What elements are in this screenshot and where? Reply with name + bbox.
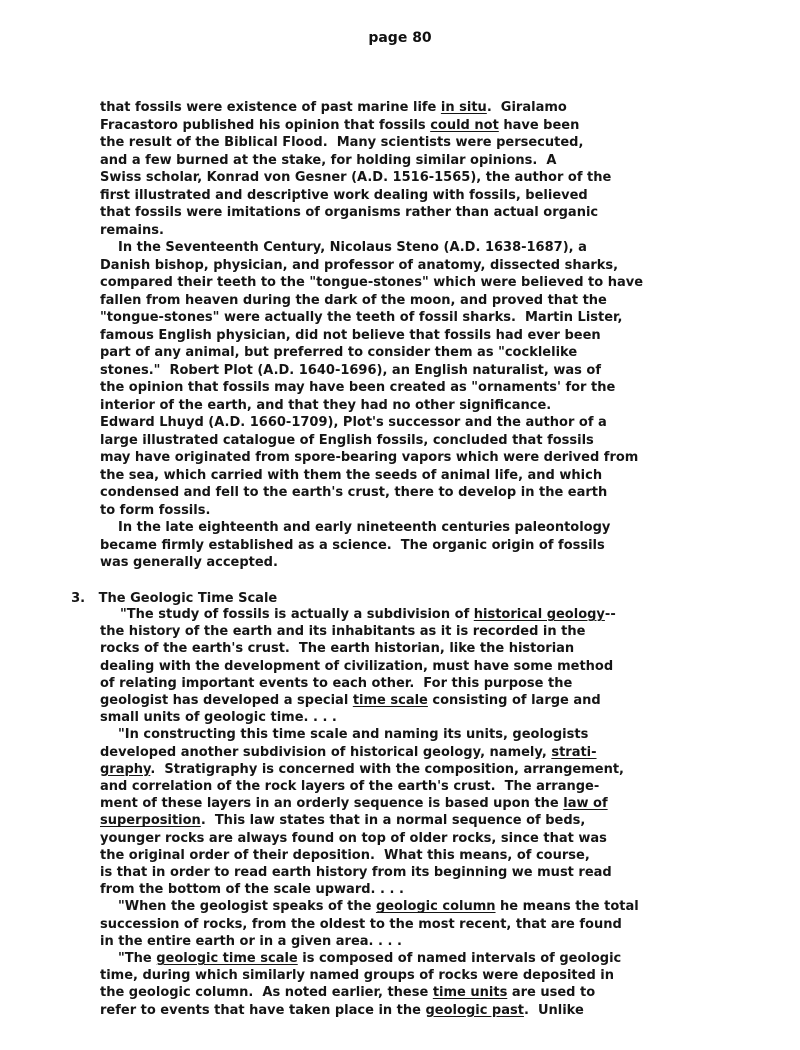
text-line — [100, 397, 551, 414]
text-line — [100, 327, 601, 344]
text-line — [100, 362, 601, 379]
text-segment: may have originated from spore-bearing vapors which were derived from — [100, 450, 639, 465]
text-segment: in the entire earth or in a given area. . . . — [100, 933, 402, 949]
text-segment: is composed of named intervals of geologic — [297, 951, 622, 966]
text-line — [100, 744, 597, 761]
text-line — [100, 99, 567, 116]
text-line — [100, 222, 164, 239]
text-segment: Edward Lhuyd (A.D. 1660-1709), Plot's successor and the author of a — [100, 415, 607, 430]
text-line — [100, 709, 337, 726]
text-segment: dealing with the development of civilization, must have some method — [100, 658, 614, 674]
text-segment: famous English physician, did not believe that fossils had ever been — [100, 327, 601, 343]
text-line — [118, 239, 587, 256]
underlined-term: historical geology — [473, 607, 605, 622]
text-segment: of relating important events to each other. For this purpose the — [100, 675, 573, 691]
text-line — [100, 449, 638, 466]
text-segment: condensed and fell to the earth's crust, there to develop in the earth — [100, 485, 608, 500]
text-segment: "The — [118, 951, 157, 966]
text-line — [100, 152, 556, 169]
underlined-term: geologic time scale — [156, 951, 298, 966]
text-segment: In the Seventeenth Century, Nicolaus Steno (A.D. 1638-1687), a — [118, 240, 587, 255]
text-segment: and correlation of the rock layers of the earth's crust. The arrange- — [100, 779, 600, 794]
text-line — [100, 554, 278, 571]
text-line — [100, 274, 643, 291]
text-line — [120, 606, 616, 623]
text-segment: interior of the earth, and that they had no other significance. — [100, 397, 552, 413]
text-segment: developed another subdivision of historical geology, namely, — [100, 744, 552, 760]
underlined-term: law of — [563, 796, 608, 812]
text-line — [100, 117, 579, 134]
text-segment: consisting of large and — [427, 693, 601, 708]
text-segment: the original order of their deposition. What this means, of course, — [100, 847, 590, 863]
text-segment: remains. — [100, 222, 164, 238]
text-line — [100, 847, 590, 864]
text-segment: Fracastoro published his opinion that fossils — [100, 117, 431, 133]
text-segment: is that in order to read earth history from its beginning we must read — [100, 865, 612, 880]
text-line — [100, 692, 601, 709]
text-segment: ment of these layers in an orderly sequence is based upon the — [100, 796, 564, 812]
text-line — [100, 984, 595, 1001]
text-segment: the sea, which carried with them the seeds of animal life, and which — [100, 467, 603, 483]
text-segment: are used to — [507, 985, 596, 1001]
text-line — [100, 658, 613, 675]
text-line — [100, 864, 612, 881]
text-segment: geologist has developed a special — [100, 693, 353, 708]
text-line — [118, 950, 621, 967]
text-line — [100, 484, 607, 501]
text-segment: In the late eighteenth and early nineteenth centuries paleontology — [118, 520, 611, 535]
underlined-term: geologic column — [375, 899, 496, 915]
section-title: The Geologic Time Scale — [98, 591, 278, 606]
text-segment: Danish bishop, physician, and professor of anatomy, dissected sharks, — [100, 257, 619, 273]
text-segment: large illustrated catalogue of English fossils, concluded that fossils — [100, 432, 594, 448]
text-segment: to form fossils. — [100, 502, 211, 518]
text-line — [100, 292, 607, 309]
text-segment: became firmly established as a science. The organic origin of fossils — [100, 537, 605, 553]
text-segment: that fossils were existence of past marine life — [100, 100, 441, 115]
underlined-term: could not — [430, 117, 499, 133]
text-segment: "In constructing this time scale and naming its units, geologists — [118, 727, 589, 743]
underlined-term: strati- — [551, 744, 597, 760]
text-line — [100, 623, 585, 640]
underlined-term: in situ — [440, 100, 487, 115]
text-segment: -- — [604, 607, 616, 622]
text-line — [100, 187, 588, 204]
text-line — [100, 881, 404, 898]
text-segment: the geologic column. As noted earlier, these — [100, 985, 433, 1001]
text-line — [118, 519, 610, 536]
underlined-term: graphy — [100, 761, 151, 777]
text-segment: fallen from heaven during the dark of the moon, and proved that the — [100, 292, 607, 308]
page-number: page 80 — [368, 30, 432, 46]
text-line — [118, 898, 639, 915]
underlined-term: time scale — [352, 693, 428, 708]
text-line — [100, 344, 577, 361]
underlined-term: geologic past — [425, 1002, 524, 1018]
text-segment: . Unlike — [523, 1002, 584, 1018]
section-number: 3. — [71, 591, 86, 606]
text-segment: . This law states that in a normal sequence of beds, — [200, 813, 586, 829]
text-segment: that fossils were imitations of organisms rather than actual organic — [100, 205, 599, 220]
text-line — [100, 933, 402, 950]
text-line — [100, 830, 607, 847]
text-segment: from the bottom of the scale upward. . . . — [100, 882, 404, 898]
text-segment: compared their teeth to the "tongue-stones" which were believed to have — [100, 275, 644, 290]
text-segment: "The study of fossils is actually a subdivision of — [120, 607, 474, 622]
text-segment: time, during which similarly named groups of rocks were deposited in — [100, 968, 614, 984]
text-line — [100, 134, 583, 151]
text-line — [100, 502, 210, 519]
text-line — [100, 916, 622, 933]
text-line — [100, 432, 594, 449]
text-segment: "When the geologist speaks of the — [118, 899, 376, 915]
text-segment: younger rocks are always found on top of older rocks, since that was — [100, 830, 607, 846]
text-line — [100, 467, 602, 484]
text-line — [100, 675, 572, 692]
text-line — [100, 795, 608, 812]
text-segment: have been — [498, 117, 580, 133]
text-line — [100, 967, 614, 984]
text-line — [118, 726, 588, 743]
text-line — [100, 761, 624, 778]
underlined-term: time units — [432, 985, 508, 1001]
text-segment: . Giralamo — [486, 100, 567, 115]
text-segment: . Stratigraphy is concerned with the composition, arrangement, — [150, 761, 624, 777]
text-line — [100, 169, 611, 186]
text-segment: he means the total — [495, 899, 639, 915]
text-segment: part of any animal, but preferred to consider them as "cocklelike — [100, 345, 578, 360]
text-line — [100, 257, 618, 274]
text-line — [100, 812, 585, 829]
text-line — [100, 1002, 584, 1019]
text-segment: succession of rocks, from the oldest to the most recent, that are found — [100, 916, 622, 932]
text-line — [100, 204, 598, 221]
text-line — [100, 640, 574, 657]
text-segment: rocks of the earth's crust. The earth historian, like the historian — [100, 641, 575, 657]
text-segment: and a few burned at the stake, for holding similar opinions. A — [100, 152, 557, 168]
text-segment: "tongue-stones" were actually the teeth of fossil sharks. Martin Lister, — [100, 310, 623, 325]
text-line — [100, 309, 623, 326]
text-line — [100, 414, 607, 431]
text-segment: first illustrated and descriptive work dealing with fossils, believed — [100, 187, 588, 203]
text-segment: the history of the earth and its inhabitants as it is recorded in the — [100, 624, 586, 640]
text-segment: the result of the Biblical Flood. Many scientists were persecuted, — [100, 135, 584, 150]
text-line — [100, 537, 605, 554]
section-heading — [62, 573, 277, 607]
text-line — [100, 379, 615, 396]
text-segment: stones." Robert Plot (A.D. 1640-1696), an English naturalist, was of — [100, 362, 601, 378]
text-segment: the opinion that fossils may have been created as "ornaments' for the — [100, 380, 616, 395]
text-line — [100, 778, 599, 795]
text-segment: refer to events that have taken place in the — [100, 1002, 426, 1018]
text-segment: was generally accepted. — [100, 555, 278, 570]
text-segment: small units of geologic time. . . . — [100, 710, 337, 726]
underlined-term: superposition — [100, 813, 201, 829]
text-segment: Swiss scholar, Konrad von Gesner (A.D. 1516-1565), the author of the — [100, 170, 612, 185]
